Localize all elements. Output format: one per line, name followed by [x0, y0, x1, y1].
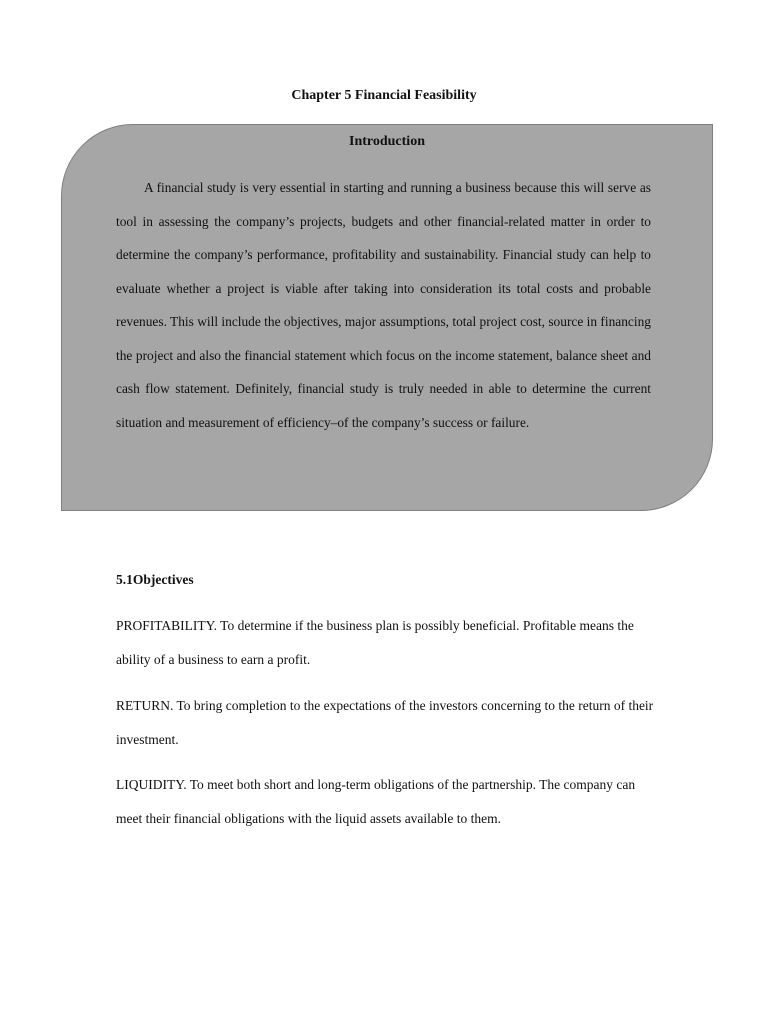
objective-return: RETURN. To bring completion to the expectations of the investors concerning to the return of their investment. [116, 698, 654, 747]
objective-liquidity: LIQUIDITY. To meet both short and long-term obligations of the partnership. The company can meet their financial obligations with the liquid assets available to them. [116, 777, 636, 826]
introduction-heading: Introduction [349, 134, 425, 149]
introduction-paragraph: A financial study is very essential in starting and running a business because this will serve as tool in assessing the company’s projects, budgets and other financial-related matter in order to determine the company’s performance, profitability and sustainability. Financial study can help to evaluate whether a project is viable after taking into consideration its total costs and probable revenues. This will include the objectives, major assumptions, total project cost, source in financing the project and also the financial statement which focus on the income statement, balance sheet and cash flow statement. Definitely, financial study is truly needed in able to determine the current situation and measurement of efficiency–of the company’s success or failure. [116, 180, 651, 430]
objectives-heading: 5.1Objectives [116, 572, 194, 587]
objective-profitability: PROFITABILITY. To determine if the business plan is possibly beneficial. Profitable means the ability of a business to earn a profit. [116, 618, 634, 667]
chapter-title: Chapter 5 Financial Feasibility [291, 88, 477, 103]
